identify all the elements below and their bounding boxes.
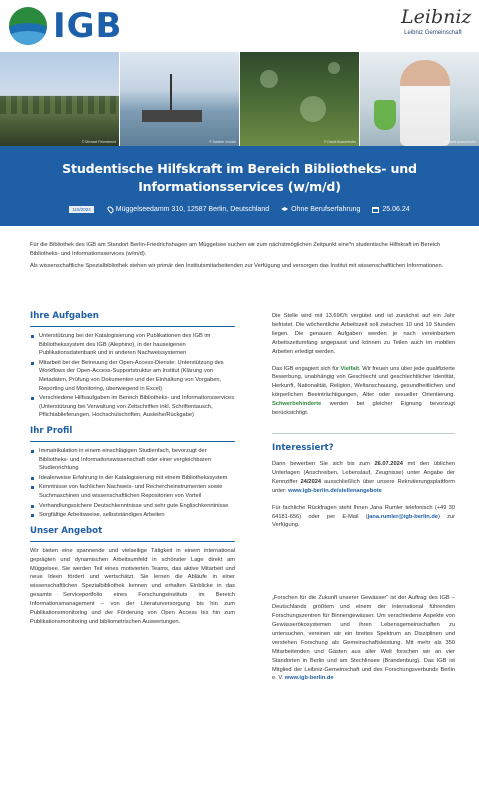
contact-email-link[interactable]: jana.rumler@igb-berlin.de <box>367 513 438 520</box>
location-text: Müggelseedamm 310, 12587 Berlin, Deutschland <box>115 206 270 213</box>
interest-heading: Interessiert? <box>272 442 334 453</box>
profil-list <box>30 447 235 520</box>
apply-reference-code: 24/2024 <box>300 478 322 485</box>
list-item: Sorgfältige Arbeitsweise, selbstständiges Arbeiten <box>30 511 235 520</box>
apply-text: Dann bewerben Sie sich bis zum 26.07.2024 mit den üblichen Unterlagen (Anschreiben, Lebenslauf, Zeugnisse) unter Angabe der Kennziffer 24/2024 ausschließlich über unsere Rekrutierungsplattform unter: www.igb-berlin.de/stellenangebote <box>272 460 456 494</box>
section-heading-aufgaben: Ihre Aufgaben <box>30 311 99 321</box>
date-item <box>372 206 409 213</box>
stelle-text: Die Stelle wird mit 13,69€/h vergütet und ist zunächst auf ein Jahr befristet. Die wöchentliche Arbeitszeit soll zwischen 10 und 19 Stunden liegen. Die genauen Aufgaben werden je nach vereinbartem Arbeitszeitumfang angepasst und können zu Teilen auch im mobilen Arbeiten erledigt werden. <box>272 313 455 355</box>
right-column <box>272 312 455 683</box>
list-item: Kenntnisse von fachlichen Nachweis- und Rechercheinstrumenten sowie Suchmaschinen und wissenschaftlichen Repositorien von Vorteil <box>30 483 235 500</box>
angebot-text: Wir bieten eine spannende und vielseitige Tätigkeit in einem international geprägten und dynamischen Arbeitsumfeld in schönster Lage direkt am Müggelsee. Sie werden Teil eines motivierten Teams, das aktive Mitarbeit und neue Ideen fördert und wertschätzt. Sie lernen die Abläufe in einer wissenschaftlichen Spezialbibliothek kennen und erhalten Einblicke in das gesamte Serviceportfolio eines Forschungsinstituts im Bereich Informationsmanagement – von der Literaturversorgung bis hin zum Publikationsmonitoring und der Förderung von Open Access bis hin zum Publikationsmonitoring und bibliometrischen Auswertungen. <box>30 547 235 625</box>
job-title: Studentische Hilfskraft im Bereich Bibliotheks- und Informationsservices (w/m/d) <box>62 161 417 194</box>
photo-credit: © David Ausserhofer <box>323 140 356 144</box>
photo-credit: © Nadine Joraski <box>209 140 236 144</box>
photo-laboratory <box>360 52 479 146</box>
page-header <box>0 0 479 52</box>
list-item: Immatrikulation in einem einschlägigen Studienfach, bevorzugt der Bibliotheks- und Informationswissenschaft oder einer vergleichbaren Studienrichtung <box>30 447 235 473</box>
igb-website-link[interactable]: www.igb-berlin.de <box>284 675 334 682</box>
job-portal-link[interactable]: www.igb-berlin.de/stellenangebote <box>288 487 382 494</box>
contact-text: Für fachliche Rückfragen steht Ihnen Jana Rumler telefonisch (+49 30 64181-656) oder per E-Mail (jana.rumler@igb-berlin.de) zur Verfügung. <box>272 504 456 529</box>
aufgaben-list <box>30 332 235 420</box>
leibniz-logo[interactable] <box>401 6 472 37</box>
leibniz-logo-sub: Leibniz Gemeinschaft <box>404 30 462 36</box>
calendar-icon <box>372 207 379 213</box>
list-item: Mitarbeit bei der Betreuung der Open-Access-Dienste: Unterstützung des Workflows der Open-Access-Supportstruktur am Institut (Klärung von Metadaten, Prüfung von Dokumenten und der Einhaltung von Vorgaben, Reporting und Monitoring, überwiegend in Excel) <box>30 359 235 393</box>
intro <box>30 241 455 274</box>
location-item <box>108 206 269 213</box>
job-meta <box>0 206 479 213</box>
about-igb-text: „Forschen für die Zukunft unserer Gewässer“ ist der Auftrag des IGB – Deutschlands größtem und einem der international führenden Forschungszentren für Binnengewässer. Um verschiedene Aspekte von Gewässerökosystemen und ihren Lebensgemeinschaften zu untersuchen, vereinen wir ein breites Spektrum an Disziplinen und verstehen Forschung als Gemeinschaftsleistung. Mit mehr als 350 Mitarbeitenden und Gästen aus aller Welt forschen wir an vier Standorten in Berlin und am Stechlinsee (Brandenburg). Das IGB ist Mitglied der Leibniz-Gemeinschaft und des Forschungsverbunds Berlin e. V. www.igb-berlin.de <box>272 595 455 682</box>
photo-strip <box>0 52 479 146</box>
photo-research-platform <box>120 52 240 146</box>
title-band <box>0 146 479 226</box>
graduation-cap-icon <box>281 207 288 212</box>
date-text: 25.06.24 <box>382 206 410 213</box>
photo-lake-landscape <box>0 52 120 146</box>
location-pin-icon <box>106 205 114 213</box>
list-item: Unterstützung bei der Katalogisierung von Publikationen des IGB im Bibliothekssystem des IGB (Alephino), in der hauseigenen Publikationsdatenbank und in anderen Nachweissystemen <box>30 332 235 358</box>
photo-credit: © Michael Feierabend <box>81 140 116 144</box>
igb-logo-text: IGB <box>53 6 123 46</box>
schwerbehinderte-highlight: Schwerbehinderte <box>272 401 322 408</box>
experience-text: Ohne Berufserfahrung <box>291 206 361 213</box>
section-divider <box>30 541 235 542</box>
apply-deadline: 26.07.2024 <box>374 460 403 467</box>
experience-item <box>281 206 360 213</box>
igb-logo-icon <box>9 7 47 45</box>
interest-section <box>272 433 455 530</box>
list-item: Verhandlungssichere Deutschkenntnisse und sehr gute Englischkenntnisse <box>30 502 235 511</box>
list-item: Idealerweise Erfahrung in der Katalogisierung mit einem Bibliothekssystem <box>30 474 235 483</box>
intro-paragraph: Als wissenschaftliche Spezialbibliothek stehen wir primär den Institutsmitarbeitenden zur Verfügung und versorgen das Institut mit wissenschaftlichen Informationen. <box>30 263 444 269</box>
reference-badge: 115/2024 <box>69 206 93 213</box>
section-divider <box>30 326 235 327</box>
list-item: Verschiedene Hilfsaufgaben im Bereich Bibliotheks- und Informationsservices (Unterstützung bei Verwaltung von Zeitschriften inkl. Schriftentausch, Pflichtablieferungen, Hochschulschriften, Ausleihe/Rückgabe) <box>30 394 235 420</box>
diversity-text: Das IGB engagiert sich für Vielfalt. Wir freuen uns über jede qualifizierte Bewerbung, unabhängig von Geschlecht und geschlechtlicher Identität, Herkunft, Nationalität, Religion, Weltanschauung, gesundheitlichen und körperlichen Beeinträchtigungen, Alter oder sexueller Orientierung. Schwerbehinderte werden bei gleicher Eignung bevorzugt berücksichtigt. <box>272 365 455 417</box>
intro-paragraph: Für die Bibliothek des IGB am Standort Berlin-Friedrichshagen am Müggelsee suchen wir zum nächstmöglichen Zeitpunkt eine*n studentische Hilfskraft im Bereich Bibliotheks- und Informationsservices (w/m/d). <box>30 242 441 257</box>
section-heading-profil: Ihr Profil <box>30 425 73 436</box>
section-divider <box>30 441 235 442</box>
section-heading-angebot: Unser Angebot <box>30 525 103 536</box>
vielfalt-highlight: Vielfalt <box>340 365 359 372</box>
photo-credit: © David Ausserhofer <box>443 140 476 144</box>
photo-underwater-plants <box>240 52 360 146</box>
left-column <box>30 311 235 627</box>
leibniz-logo-script: Leibniz <box>401 6 472 28</box>
igb-logo[interactable] <box>9 7 122 45</box>
